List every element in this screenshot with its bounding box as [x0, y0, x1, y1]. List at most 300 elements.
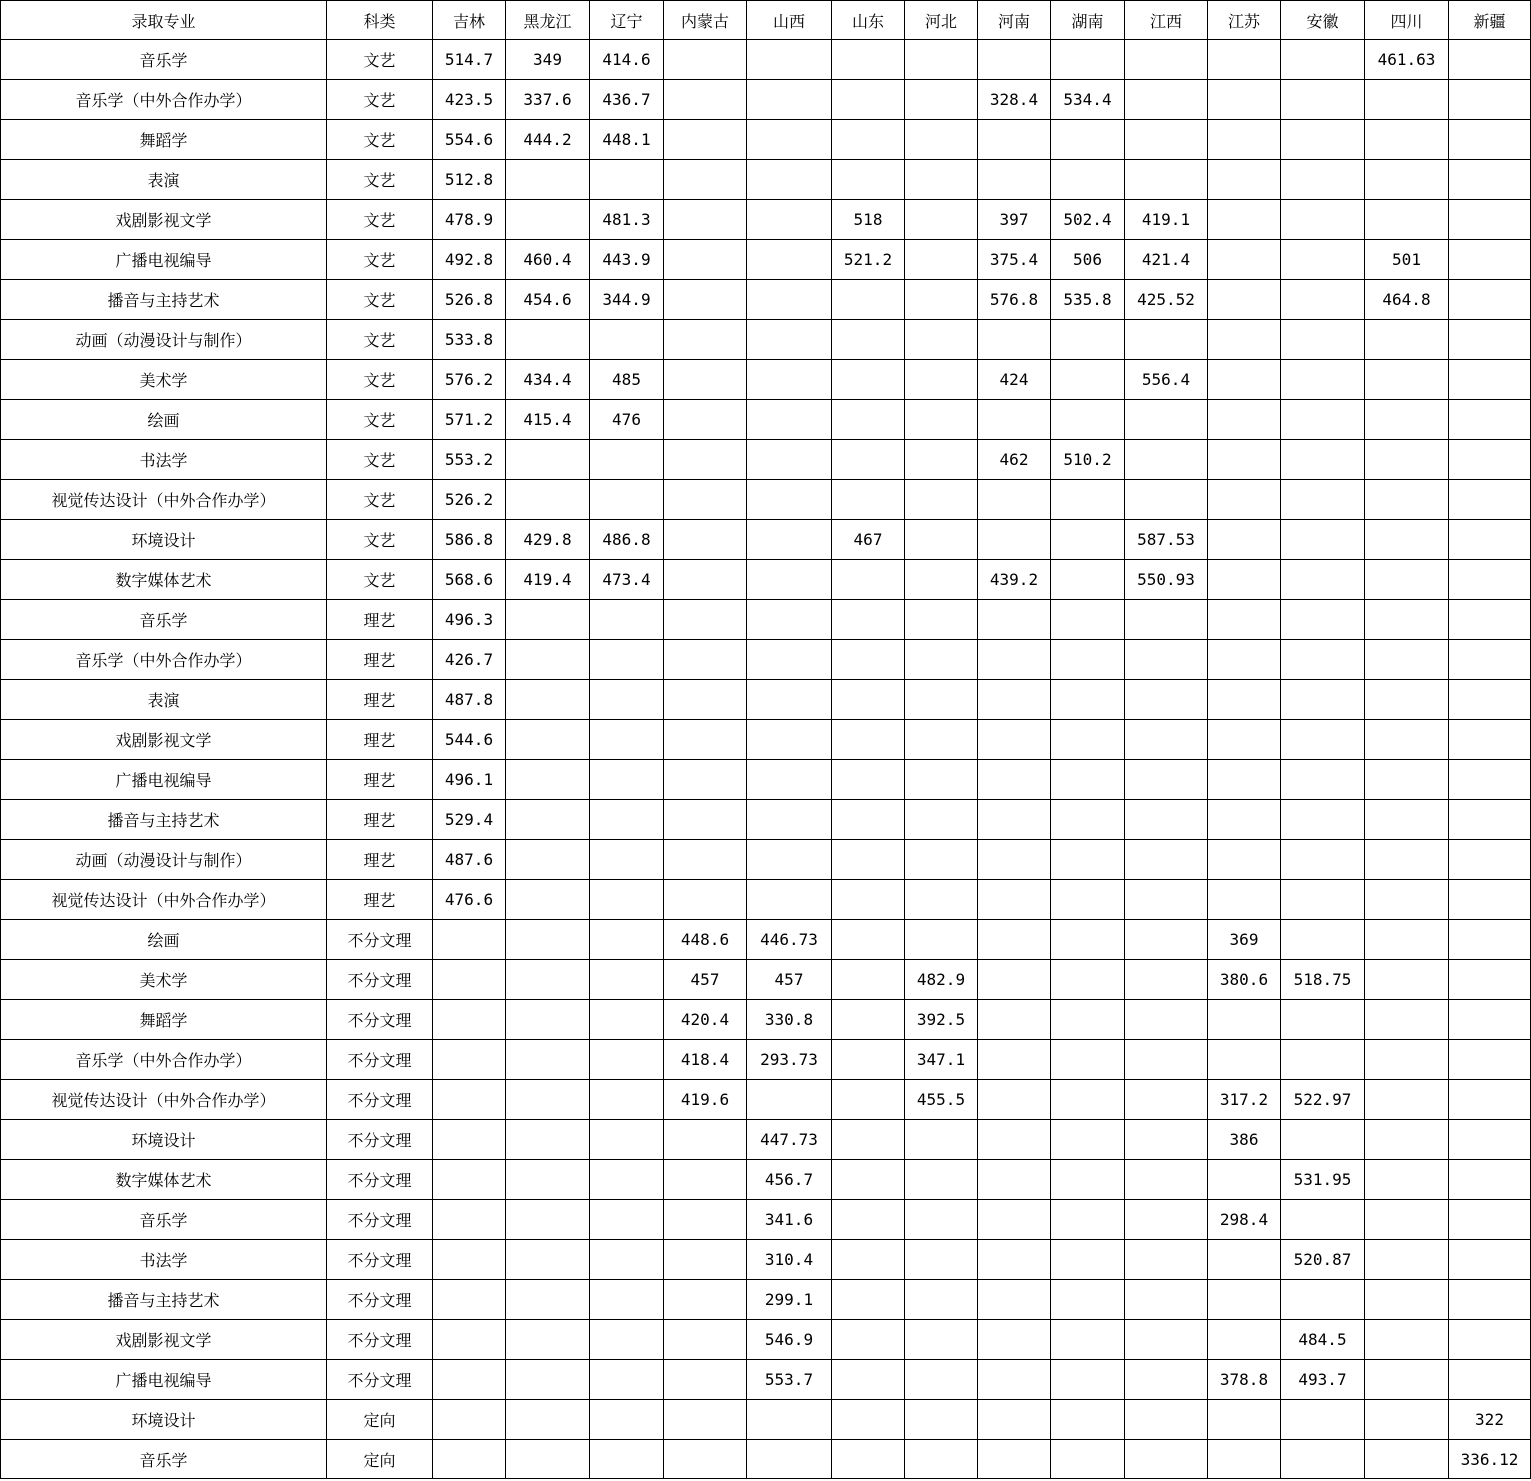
- major-cell: 动画（动漫设计与制作）: [1, 320, 327, 360]
- score-cell: 369: [1208, 920, 1281, 960]
- table-row: [1, 1360, 1531, 1400]
- score-cell: [590, 1040, 664, 1080]
- score-cell: [1449, 1320, 1531, 1360]
- score-cell: 518.75: [1281, 960, 1365, 1000]
- score-cell: [1281, 280, 1365, 320]
- score-cell: [747, 760, 832, 800]
- score-cell: [1125, 1080, 1208, 1120]
- score-cell: [1449, 80, 1531, 120]
- score-cell: [905, 760, 978, 800]
- score-cell: [1125, 80, 1208, 120]
- score-cell: 587.53: [1125, 520, 1208, 560]
- score-cell: [1051, 800, 1125, 840]
- score-cell: [1449, 1280, 1531, 1320]
- category-cell: 文艺: [327, 160, 433, 200]
- category-cell: 文艺: [327, 360, 433, 400]
- score-cell: [1449, 840, 1531, 880]
- score-cell: [1281, 680, 1365, 720]
- score-cell: [590, 1320, 664, 1360]
- score-cell: 576.2: [433, 360, 506, 400]
- table-row: [1, 800, 1531, 840]
- score-cell: [1449, 920, 1531, 960]
- score-cell: [832, 840, 905, 880]
- score-cell: [1449, 440, 1531, 480]
- category-cell: 不分文理: [327, 960, 433, 1000]
- score-cell: [506, 1400, 590, 1440]
- score-cell: [905, 600, 978, 640]
- score-cell: [905, 120, 978, 160]
- score-cell: [1449, 1200, 1531, 1240]
- table-row: [1, 320, 1531, 360]
- score-cell: [1449, 760, 1531, 800]
- score-cell: [1365, 400, 1449, 440]
- score-cell: [747, 360, 832, 400]
- score-cell: [664, 240, 747, 280]
- score-cell: 415.4: [506, 400, 590, 440]
- score-cell: [1208, 1440, 1281, 1479]
- score-cell: [506, 160, 590, 200]
- table-row: [1, 1440, 1531, 1479]
- column-header: 新疆: [1449, 1, 1531, 40]
- score-cell: 328.4: [978, 80, 1051, 120]
- category-cell: 定向: [327, 1440, 433, 1479]
- score-cell: [590, 320, 664, 360]
- score-cell: [747, 800, 832, 840]
- score-cell: 478.9: [433, 200, 506, 240]
- score-cell: [1125, 1160, 1208, 1200]
- score-cell: 419.6: [664, 1080, 747, 1120]
- score-cell: [664, 80, 747, 120]
- score-cell: [978, 40, 1051, 80]
- score-cell: [1281, 480, 1365, 520]
- column-header: 科类: [327, 1, 433, 40]
- score-cell: [664, 760, 747, 800]
- table-row: [1, 200, 1531, 240]
- category-cell: 理艺: [327, 760, 433, 800]
- score-cell: [1125, 1200, 1208, 1240]
- score-cell: 330.8: [747, 1000, 832, 1040]
- score-cell: [506, 1240, 590, 1280]
- score-cell: [1365, 1400, 1449, 1440]
- score-cell: [832, 680, 905, 720]
- score-cell: 486.8: [590, 520, 664, 560]
- column-header: 江西: [1125, 1, 1208, 40]
- score-cell: 521.2: [832, 240, 905, 280]
- table-row: [1, 480, 1531, 520]
- table-row: [1, 1320, 1531, 1360]
- score-cell: 529.4: [433, 800, 506, 840]
- score-cell: [664, 1120, 747, 1160]
- score-cell: [590, 800, 664, 840]
- score-cell: 457: [664, 960, 747, 1000]
- score-cell: 476.6: [433, 880, 506, 920]
- score-cell: 546.9: [747, 1320, 832, 1360]
- score-cell: [1449, 480, 1531, 520]
- major-cell: 播音与主持艺术: [1, 800, 327, 840]
- score-cell: [1281, 1280, 1365, 1320]
- score-cell: [1281, 520, 1365, 560]
- score-cell: [747, 1080, 832, 1120]
- score-cell: 423.5: [433, 80, 506, 120]
- score-cell: [978, 1240, 1051, 1280]
- score-cell: [590, 1240, 664, 1280]
- score-cell: [1051, 840, 1125, 880]
- score-cell: 476: [590, 400, 664, 440]
- table-row: [1, 400, 1531, 440]
- score-cell: [832, 960, 905, 1000]
- score-cell: [978, 680, 1051, 720]
- score-cell: [978, 160, 1051, 200]
- score-cell: [433, 1120, 506, 1160]
- score-cell: [433, 1000, 506, 1040]
- score-cell: [1365, 560, 1449, 600]
- score-cell: [1051, 880, 1125, 920]
- score-cell: [1125, 480, 1208, 520]
- category-cell: 不分文理: [327, 1360, 433, 1400]
- score-cell: [905, 280, 978, 320]
- score-cell: [1365, 600, 1449, 640]
- score-cell: [1208, 760, 1281, 800]
- score-cell: [1281, 160, 1365, 200]
- major-cell: 音乐学: [1, 1200, 327, 1240]
- score-cell: [664, 120, 747, 160]
- score-cell: 378.8: [1208, 1360, 1281, 1400]
- score-cell: [506, 1080, 590, 1120]
- score-cell: [590, 480, 664, 520]
- score-cell: [1125, 160, 1208, 200]
- score-cell: 501: [1365, 240, 1449, 280]
- score-cell: 460.4: [506, 240, 590, 280]
- score-cell: 512.8: [433, 160, 506, 200]
- major-cell: 播音与主持艺术: [1, 1280, 327, 1320]
- score-cell: 310.4: [747, 1240, 832, 1280]
- score-cell: [905, 520, 978, 560]
- score-cell: [832, 320, 905, 360]
- table-row: [1, 440, 1531, 480]
- score-cell: [664, 280, 747, 320]
- score-cell: [1051, 360, 1125, 400]
- score-cell: [978, 880, 1051, 920]
- score-cell: [747, 200, 832, 240]
- score-cell: [1449, 320, 1531, 360]
- score-cell: [905, 680, 978, 720]
- score-cell: [1125, 880, 1208, 920]
- category-cell: 文艺: [327, 440, 433, 480]
- score-cell: [590, 1200, 664, 1240]
- table-row: [1, 680, 1531, 720]
- score-cell: [1208, 320, 1281, 360]
- score-cell: [506, 1320, 590, 1360]
- category-cell: 文艺: [327, 400, 433, 440]
- score-cell: 462: [978, 440, 1051, 480]
- score-cell: [978, 760, 1051, 800]
- score-cell: 439.2: [978, 560, 1051, 600]
- score-cell: [506, 1040, 590, 1080]
- score-cell: [978, 1200, 1051, 1240]
- score-cell: 533.8: [433, 320, 506, 360]
- score-cell: 293.73: [747, 1040, 832, 1080]
- score-cell: [978, 320, 1051, 360]
- score-cell: [978, 1280, 1051, 1320]
- score-cell: [506, 320, 590, 360]
- score-cell: [1051, 600, 1125, 640]
- score-cell: 467: [832, 520, 905, 560]
- score-cell: [905, 1160, 978, 1200]
- score-cell: 518: [832, 200, 905, 240]
- score-cell: [506, 440, 590, 480]
- score-cell: 461.63: [1365, 40, 1449, 80]
- category-cell: 不分文理: [327, 920, 433, 960]
- score-cell: [1449, 1000, 1531, 1040]
- major-cell: 视觉传达设计（中外合作办学）: [1, 480, 327, 520]
- score-cell: [1125, 1360, 1208, 1400]
- score-cell: [747, 480, 832, 520]
- score-cell: [1208, 560, 1281, 600]
- score-cell: 526.8: [433, 280, 506, 320]
- score-cell: 484.5: [1281, 1320, 1365, 1360]
- category-cell: 理艺: [327, 640, 433, 680]
- score-cell: 553.2: [433, 440, 506, 480]
- score-cell: 553.7: [747, 1360, 832, 1400]
- score-cell: [1051, 1280, 1125, 1320]
- score-cell: [747, 40, 832, 80]
- score-cell: [832, 920, 905, 960]
- score-cell: [590, 1160, 664, 1200]
- score-cell: [1449, 360, 1531, 400]
- score-cell: [905, 320, 978, 360]
- category-cell: 文艺: [327, 80, 433, 120]
- score-cell: [664, 560, 747, 600]
- major-cell: 书法学: [1, 440, 327, 480]
- score-cell: [1365, 320, 1449, 360]
- score-cell: [1365, 680, 1449, 720]
- score-cell: 299.1: [747, 1280, 832, 1320]
- category-cell: 文艺: [327, 560, 433, 600]
- score-cell: [1449, 200, 1531, 240]
- score-cell: [590, 720, 664, 760]
- major-cell: 戏剧影视文学: [1, 1320, 327, 1360]
- score-cell: [1365, 1240, 1449, 1280]
- score-cell: [664, 200, 747, 240]
- major-cell: 视觉传达设计（中外合作办学）: [1, 1080, 327, 1120]
- major-cell: 表演: [1, 680, 327, 720]
- score-cell: [1208, 1000, 1281, 1040]
- score-cell: [590, 840, 664, 880]
- score-cell: [590, 760, 664, 800]
- score-cell: [1449, 680, 1531, 720]
- score-cell: [1281, 440, 1365, 480]
- score-cell: [1281, 840, 1365, 880]
- score-cell: [1281, 1400, 1365, 1440]
- score-cell: [433, 1320, 506, 1360]
- category-cell: 不分文理: [327, 1040, 433, 1080]
- score-cell: [1449, 1040, 1531, 1080]
- score-cell: [664, 400, 747, 440]
- score-cell: [978, 480, 1051, 520]
- score-cell: [1365, 1000, 1449, 1040]
- score-cell: [664, 840, 747, 880]
- column-header: 黑龙江: [506, 1, 590, 40]
- score-cell: [433, 960, 506, 1000]
- score-cell: [978, 920, 1051, 960]
- score-cell: [1051, 1080, 1125, 1120]
- score-cell: [747, 440, 832, 480]
- score-cell: [1051, 960, 1125, 1000]
- table-row: [1, 520, 1531, 560]
- major-cell: 数字媒体艺术: [1, 560, 327, 600]
- score-cell: [1051, 1040, 1125, 1080]
- score-cell: [1365, 720, 1449, 760]
- score-cell: 344.9: [590, 280, 664, 320]
- score-cell: [1051, 520, 1125, 560]
- category-cell: 理艺: [327, 800, 433, 840]
- score-cell: [1125, 760, 1208, 800]
- score-cell: [978, 800, 1051, 840]
- score-cell: [1281, 600, 1365, 640]
- score-cell: 347.1: [905, 1040, 978, 1080]
- score-cell: [747, 400, 832, 440]
- score-cell: [1365, 1360, 1449, 1400]
- major-cell: 音乐学（中外合作办学）: [1, 80, 327, 120]
- column-header: 四川: [1365, 1, 1449, 40]
- score-cell: [664, 1400, 747, 1440]
- score-cell: [832, 880, 905, 920]
- score-cell: [1208, 40, 1281, 80]
- table-row: [1, 760, 1531, 800]
- score-cell: 434.4: [506, 360, 590, 400]
- category-cell: 文艺: [327, 40, 433, 80]
- major-cell: 音乐学: [1, 600, 327, 640]
- score-cell: 554.6: [433, 120, 506, 160]
- score-cell: [1051, 1440, 1125, 1479]
- score-cell: [1208, 600, 1281, 640]
- score-cell: [747, 560, 832, 600]
- score-cell: [747, 600, 832, 640]
- score-cell: [1281, 1120, 1365, 1160]
- score-cell: [832, 360, 905, 400]
- table-row: [1, 80, 1531, 120]
- score-cell: [905, 840, 978, 880]
- score-cell: [747, 280, 832, 320]
- score-cell: [1051, 1240, 1125, 1280]
- score-cell: [905, 160, 978, 200]
- score-cell: [1281, 40, 1365, 80]
- score-cell: 424: [978, 360, 1051, 400]
- score-cell: 392.5: [905, 1000, 978, 1040]
- score-cell: [1281, 360, 1365, 400]
- score-cell: [1051, 1320, 1125, 1360]
- score-cell: [978, 1400, 1051, 1440]
- score-cell: [1208, 720, 1281, 760]
- score-cell: 425.52: [1125, 280, 1208, 320]
- column-header: 安徽: [1281, 1, 1365, 40]
- score-cell: [1208, 1400, 1281, 1440]
- score-cell: [1365, 1080, 1449, 1120]
- score-cell: [664, 480, 747, 520]
- score-cell: [978, 1120, 1051, 1160]
- score-cell: [832, 1000, 905, 1040]
- score-cell: [664, 1200, 747, 1240]
- score-cell: [1208, 120, 1281, 160]
- score-cell: [1125, 1280, 1208, 1320]
- score-cell: [832, 1240, 905, 1280]
- score-cell: [1365, 920, 1449, 960]
- score-cell: 487.6: [433, 840, 506, 880]
- score-cell: [1281, 400, 1365, 440]
- score-cell: [832, 560, 905, 600]
- category-cell: 不分文理: [327, 1200, 433, 1240]
- score-cell: 454.6: [506, 280, 590, 320]
- score-cell: [664, 360, 747, 400]
- table-row: [1, 1120, 1531, 1160]
- score-cell: 426.7: [433, 640, 506, 680]
- table-row: [1, 240, 1531, 280]
- score-cell: [978, 720, 1051, 760]
- score-cell: [506, 200, 590, 240]
- score-cell: [1208, 1280, 1281, 1320]
- score-cell: [978, 960, 1051, 1000]
- score-cell: [506, 640, 590, 680]
- score-cell: [1051, 1400, 1125, 1440]
- score-cell: [1281, 800, 1365, 840]
- score-cell: 419.4: [506, 560, 590, 600]
- score-cell: [1365, 1200, 1449, 1240]
- table-row: [1, 160, 1531, 200]
- major-cell: 绘画: [1, 920, 327, 960]
- table-row: [1, 560, 1531, 600]
- score-cell: [590, 640, 664, 680]
- score-cell: [832, 280, 905, 320]
- score-cell: [506, 960, 590, 1000]
- table-row: [1, 360, 1531, 400]
- score-cell: 522.97: [1281, 1080, 1365, 1120]
- score-cell: [664, 1240, 747, 1280]
- score-cell: 337.6: [506, 80, 590, 120]
- score-cell: [1365, 1040, 1449, 1080]
- score-cell: [506, 1440, 590, 1479]
- score-cell: [1281, 240, 1365, 280]
- score-cell: [747, 1440, 832, 1479]
- score-cell: [664, 1320, 747, 1360]
- score-cell: [664, 640, 747, 680]
- score-cell: [506, 1200, 590, 1240]
- category-cell: 不分文理: [327, 1320, 433, 1360]
- score-cell: [1051, 1360, 1125, 1400]
- score-cell: [832, 160, 905, 200]
- score-cell: [1125, 840, 1208, 880]
- table-row: [1, 1000, 1531, 1040]
- score-cell: [664, 1440, 747, 1479]
- score-cell: [1051, 920, 1125, 960]
- score-cell: [1365, 1320, 1449, 1360]
- score-cell: 510.2: [1051, 440, 1125, 480]
- score-cell: [506, 920, 590, 960]
- category-cell: 定向: [327, 1400, 433, 1440]
- score-cell: [832, 1120, 905, 1160]
- score-cell: [978, 1320, 1051, 1360]
- score-cell: [1208, 520, 1281, 560]
- score-cell: [506, 880, 590, 920]
- major-cell: 广播电视编导: [1, 760, 327, 800]
- score-cell: [1125, 920, 1208, 960]
- score-cell: [1365, 480, 1449, 520]
- table-row: [1, 1040, 1531, 1080]
- score-cell: [978, 840, 1051, 880]
- major-cell: 绘画: [1, 400, 327, 440]
- score-cell: [506, 720, 590, 760]
- major-cell: 环境设计: [1, 1400, 327, 1440]
- score-cell: [832, 80, 905, 120]
